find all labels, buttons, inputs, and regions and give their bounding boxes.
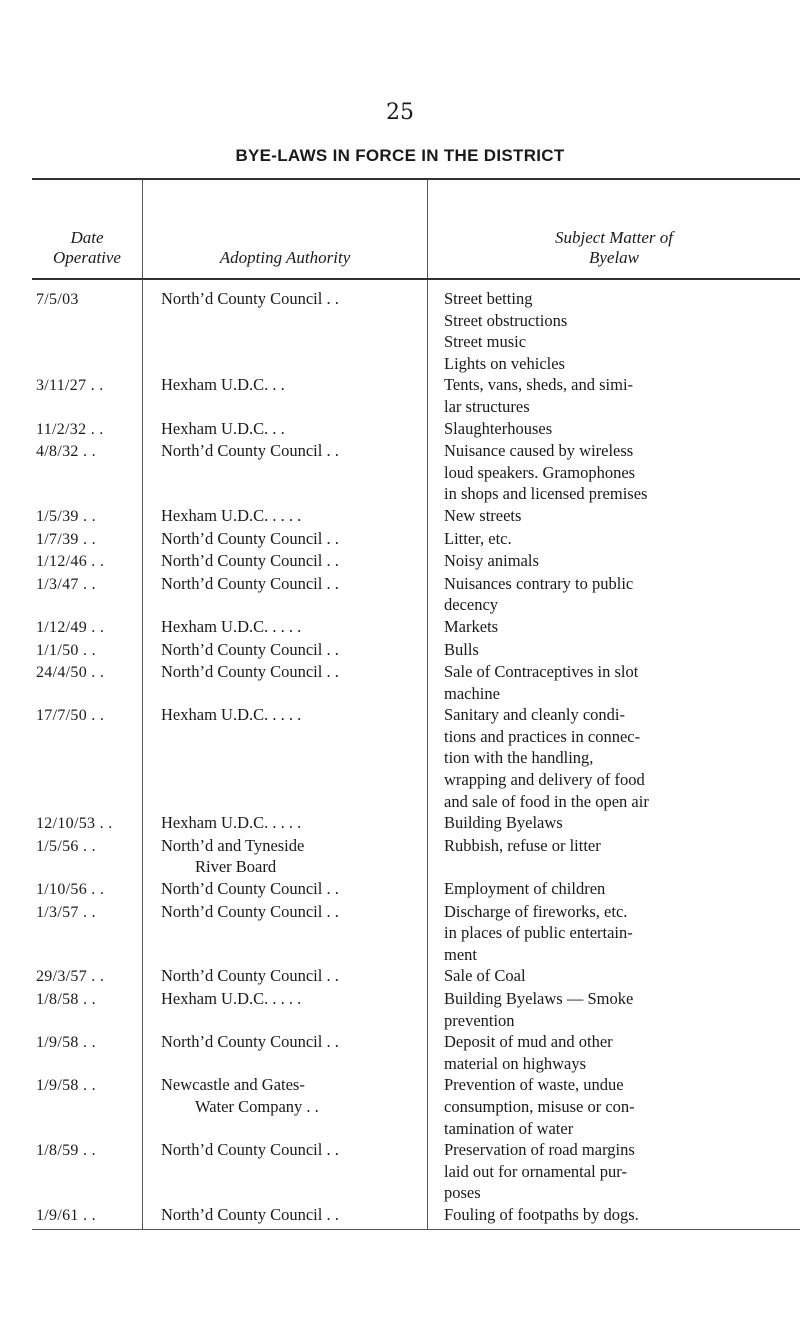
date-operative-cell xyxy=(32,661,143,704)
adopting-authority-cell xyxy=(143,639,428,662)
date-operative-value: 4/8/32 . . xyxy=(36,443,96,461)
subject-matter-cell xyxy=(428,1139,800,1204)
subject-matter-line: Lights on vehicles xyxy=(444,353,565,373)
page-title: BYE-LAWS IN FORCE IN THE DISTRICT xyxy=(235,146,565,165)
adopting-authority-line: North’d County Council . . xyxy=(161,1204,339,1224)
subject-matter-cell xyxy=(428,878,800,901)
adopting-authority-line: River Board xyxy=(195,857,277,877)
subject-matter-line: lar structures xyxy=(444,396,530,416)
header-date-line-2: Operative xyxy=(53,248,121,267)
adopting-authority-line: North’d County Council . . xyxy=(161,573,339,593)
subject-matter-cell xyxy=(428,1031,800,1074)
date-operative-value: 1/5/56 . . xyxy=(36,837,96,855)
subject-matter-cell xyxy=(428,528,800,551)
date-operative-cell xyxy=(32,704,143,812)
adopting-authority-cell xyxy=(143,965,428,988)
table-row xyxy=(32,988,800,1031)
date-operative-cell xyxy=(32,1139,143,1204)
date-operative-cell xyxy=(32,528,143,551)
date-operative-cell xyxy=(32,418,143,441)
adopting-authority-line: North’d County Council . . xyxy=(161,1140,339,1160)
table-row xyxy=(32,573,800,616)
subject-matter-line: Nuisance caused by wireless xyxy=(444,441,634,461)
date-operative-value: 17/7/50 . . xyxy=(36,707,105,725)
date-operative-value: 1/9/58 . . xyxy=(36,1077,96,1095)
byelaws-table xyxy=(32,178,800,1230)
date-operative-value: 1/8/59 . . xyxy=(36,1142,96,1160)
adopting-authority-line: Hexham U.D.C. . . . . xyxy=(161,813,302,833)
subject-matter-line: Nuisances contrary to public xyxy=(444,573,634,593)
subject-matter-cell xyxy=(428,505,800,528)
subject-matter-cell xyxy=(428,440,800,505)
subject-matter-line: Prevention of waste, undue xyxy=(444,1075,624,1095)
subject-matter-line: Building Byelaws — Smoke xyxy=(444,989,634,1008)
adopting-authority-line: North’d County Council . . xyxy=(161,289,339,308)
adopting-authority-cell xyxy=(143,505,428,528)
date-operative-cell xyxy=(32,573,143,616)
adopting-authority-cell xyxy=(143,835,428,878)
header-subject-line-2: Byelaw xyxy=(588,248,640,267)
adopting-authority-cell xyxy=(143,812,428,835)
adopting-authority-cell xyxy=(143,1074,428,1139)
subject-matter-cell xyxy=(428,550,800,573)
table-row xyxy=(32,704,800,812)
subject-matter-cell xyxy=(428,835,800,878)
subject-matter-line: loud speakers. Gramophones xyxy=(444,462,636,482)
date-operative-value: 1/5/39 . . xyxy=(36,507,96,525)
subject-matter-cell xyxy=(428,661,800,704)
adopting-authority-cell xyxy=(143,440,428,505)
date-operative-value: 1/12/49 . . xyxy=(36,618,105,636)
date-operative-value: 1/9/58 . . xyxy=(36,1034,96,1052)
subject-matter-line: Street music xyxy=(444,332,527,352)
adopting-authority-cell xyxy=(143,1139,428,1204)
adopting-authority-line: North’d County Council . . xyxy=(161,966,339,986)
adopting-authority-line: Hexham U.D.C. . . . . xyxy=(161,616,302,636)
adopting-authority-cell xyxy=(143,878,428,901)
date-operative-cell xyxy=(32,505,143,528)
table-row xyxy=(32,965,800,988)
adopting-authority-line: North’d County Council . . xyxy=(161,639,339,659)
table-row xyxy=(32,440,800,505)
date-operative-cell xyxy=(32,1204,143,1229)
subject-matter-line: wrapping and delivery of food xyxy=(444,770,645,790)
adopting-authority-line: North’d County Council . . xyxy=(161,901,339,921)
date-operative-value: 7/5/03 xyxy=(36,291,79,308)
adopting-authority-cell xyxy=(143,1204,428,1229)
adopting-authority-cell xyxy=(143,901,428,966)
subject-matter-line: Deposit of mud and other xyxy=(444,1032,613,1052)
adopting-authority-line: North’d County Council . . xyxy=(161,441,339,461)
subject-matter-line: consumption, misuse or con- xyxy=(444,1096,635,1116)
subject-matter-line: Street obstructions xyxy=(444,310,568,330)
header-date-operative xyxy=(32,179,143,279)
table-row xyxy=(32,661,800,704)
table-row xyxy=(32,279,800,374)
subject-matter-line: laid out for ornamental pur- xyxy=(444,1161,627,1181)
subject-matter-cell xyxy=(428,374,800,417)
subject-matter-line: Markets xyxy=(444,616,499,636)
subject-matter-line: Rubbish, refuse or litter xyxy=(444,835,601,855)
date-operative-cell xyxy=(32,878,143,901)
table-row xyxy=(32,639,800,662)
byelaws-table-wrapper xyxy=(32,178,762,1230)
date-operative-cell xyxy=(32,988,143,1031)
table-row xyxy=(32,505,800,528)
adopting-authority-cell xyxy=(143,988,428,1031)
date-operative-value: 1/9/61 . . xyxy=(36,1206,96,1224)
subject-matter-line: Employment of children xyxy=(444,879,606,899)
subject-matter-line: Sanitary and cleanly condi- xyxy=(444,705,625,725)
adopting-authority-cell xyxy=(143,528,428,551)
subject-matter-cell xyxy=(428,573,800,616)
table-row xyxy=(32,550,800,573)
adopting-authority-line: North’d County Council . . xyxy=(161,662,339,682)
table-row xyxy=(32,835,800,878)
adopting-authority-cell xyxy=(143,550,428,573)
adopting-authority-line: North’d and Tyneside xyxy=(161,835,305,855)
table-row xyxy=(32,616,800,639)
adopting-authority-line: North’d County Council . . xyxy=(161,1032,339,1052)
table-row xyxy=(32,812,800,835)
date-operative-cell xyxy=(32,550,143,573)
date-operative-value: 24/4/50 . . xyxy=(36,664,105,682)
adopting-authority-line: North’d County Council . . xyxy=(161,528,339,548)
adopting-authority-line: Hexham U.D.C. . . xyxy=(161,375,285,395)
subject-matter-line: Discharge of fireworks, etc. xyxy=(444,901,628,921)
table-row xyxy=(32,1139,800,1204)
subject-matter-line: Sale of Coal xyxy=(444,966,526,986)
date-operative-value: 29/3/57 . . xyxy=(36,968,105,986)
adopting-authority-cell xyxy=(143,573,428,616)
date-operative-value: 11/2/32 . . xyxy=(36,420,104,438)
subject-matter-line: tions and practices in connec- xyxy=(444,726,641,746)
subject-matter-cell xyxy=(428,1074,800,1139)
subject-matter-cell xyxy=(428,1204,800,1229)
subject-matter-line: and sale of food in the open air xyxy=(444,791,649,811)
date-operative-cell xyxy=(32,1031,143,1074)
subject-matter-line: tion with the handling, xyxy=(444,748,594,768)
date-operative-cell xyxy=(32,965,143,988)
adopting-authority-line: Water Company . . xyxy=(195,1096,319,1116)
subject-matter-cell xyxy=(428,616,800,639)
subject-matter-line: tamination of water xyxy=(444,1118,574,1138)
date-operative-cell xyxy=(32,279,143,374)
subject-matter-cell xyxy=(428,965,800,988)
header-subject-line-1: Subject Matter of xyxy=(554,228,674,247)
subject-matter-cell xyxy=(428,988,800,1031)
adopting-authority-cell xyxy=(143,704,428,812)
table-body xyxy=(32,279,800,1229)
adopting-authority-cell xyxy=(143,616,428,639)
subject-matter-line: material on highways xyxy=(444,1053,587,1073)
subject-matter-cell xyxy=(428,812,800,835)
subject-matter-line: Tents, vans, sheds, and simi- xyxy=(444,375,634,395)
adopting-authority-cell xyxy=(143,1031,428,1074)
subject-matter-line: ment xyxy=(444,944,477,964)
date-operative-cell xyxy=(32,639,143,662)
subject-matter-line: machine xyxy=(444,683,500,703)
header-subject-matter xyxy=(428,179,800,279)
adopting-authority-cell xyxy=(143,279,428,374)
date-operative-cell xyxy=(32,1074,143,1139)
header-authority-line-1: Adopting Authority xyxy=(219,248,351,267)
date-operative-cell xyxy=(32,374,143,417)
subject-matter-cell xyxy=(428,418,800,441)
table-row xyxy=(32,1031,800,1074)
adopting-authority-cell xyxy=(143,418,428,441)
date-operative-value: 1/3/47 . . xyxy=(36,575,96,593)
subject-matter-line: poses xyxy=(444,1183,481,1203)
date-operative-cell xyxy=(32,812,143,835)
date-operative-value: 3/11/27 . . xyxy=(36,377,104,395)
header-date-line-1: Date xyxy=(70,228,104,247)
date-operative-value: 1/8/58 . . xyxy=(36,991,96,1008)
date-operative-value: 12/10/53 . . xyxy=(36,815,113,833)
adopting-authority-cell xyxy=(143,661,428,704)
date-operative-cell xyxy=(32,440,143,505)
subject-matter-line: Slaughterhouses xyxy=(444,418,553,438)
subject-matter-line: Preservation of road margins xyxy=(444,1140,635,1160)
subject-matter-line: Bulls xyxy=(444,639,479,659)
subject-matter-line: New streets xyxy=(444,505,522,525)
table-row xyxy=(32,374,800,417)
adopting-authority-line: North’d County Council . . xyxy=(161,551,339,571)
table-header-row xyxy=(32,179,800,279)
table-row xyxy=(32,528,800,551)
table-row xyxy=(32,901,800,966)
table-row xyxy=(32,418,800,441)
adopting-authority-line: Hexham U.D.C. . . xyxy=(161,418,285,438)
subject-matter-line: Building Byelaws xyxy=(444,813,563,833)
date-operative-value: 1/1/50 . . xyxy=(36,641,96,659)
adopting-authority-line: Newcastle and Gates- xyxy=(161,1075,305,1095)
date-operative-value: 1/12/46 . . xyxy=(36,553,105,571)
adopting-authority-line: Hexham U.D.C. . . . . xyxy=(161,989,302,1008)
table-row xyxy=(32,878,800,901)
subject-matter-cell xyxy=(428,704,800,812)
subject-matter-line: in shops and licensed premises xyxy=(444,484,648,504)
subject-matter-cell xyxy=(428,901,800,966)
subject-matter-line: in places of public entertain- xyxy=(444,923,633,943)
date-operative-cell xyxy=(32,616,143,639)
table-row xyxy=(32,1074,800,1139)
date-operative-value: 1/10/56 . . xyxy=(36,881,105,899)
date-operative-cell xyxy=(32,901,143,966)
table-row xyxy=(32,1204,800,1229)
subject-matter-cell xyxy=(428,639,800,662)
subject-matter-cell xyxy=(428,279,800,374)
date-operative-cell xyxy=(32,835,143,878)
adopting-authority-line: North’d County Council . . xyxy=(161,879,339,899)
subject-matter-line: decency xyxy=(444,595,499,615)
header-adopting-authority xyxy=(143,179,428,279)
subject-matter-line: Sale of Contraceptives in slot xyxy=(444,662,639,682)
subject-matter-line: Fouling of footpaths by dogs. xyxy=(444,1204,639,1224)
date-operative-value: 1/7/39 . . xyxy=(36,530,96,548)
subject-matter-line: Noisy animals xyxy=(444,551,539,571)
page-number: 25 xyxy=(386,100,414,125)
subject-matter-line: prevention xyxy=(444,1010,515,1030)
adopting-authority-line: Hexham U.D.C. . . . . xyxy=(161,705,302,725)
adopting-authority-cell xyxy=(143,374,428,417)
adopting-authority-line: Hexham U.D.C. . . . . xyxy=(161,505,302,525)
subject-matter-line: Litter, etc. xyxy=(444,528,512,548)
date-operative-value: 1/3/57 . . xyxy=(36,903,96,921)
subject-matter-line: Street betting xyxy=(444,289,533,308)
